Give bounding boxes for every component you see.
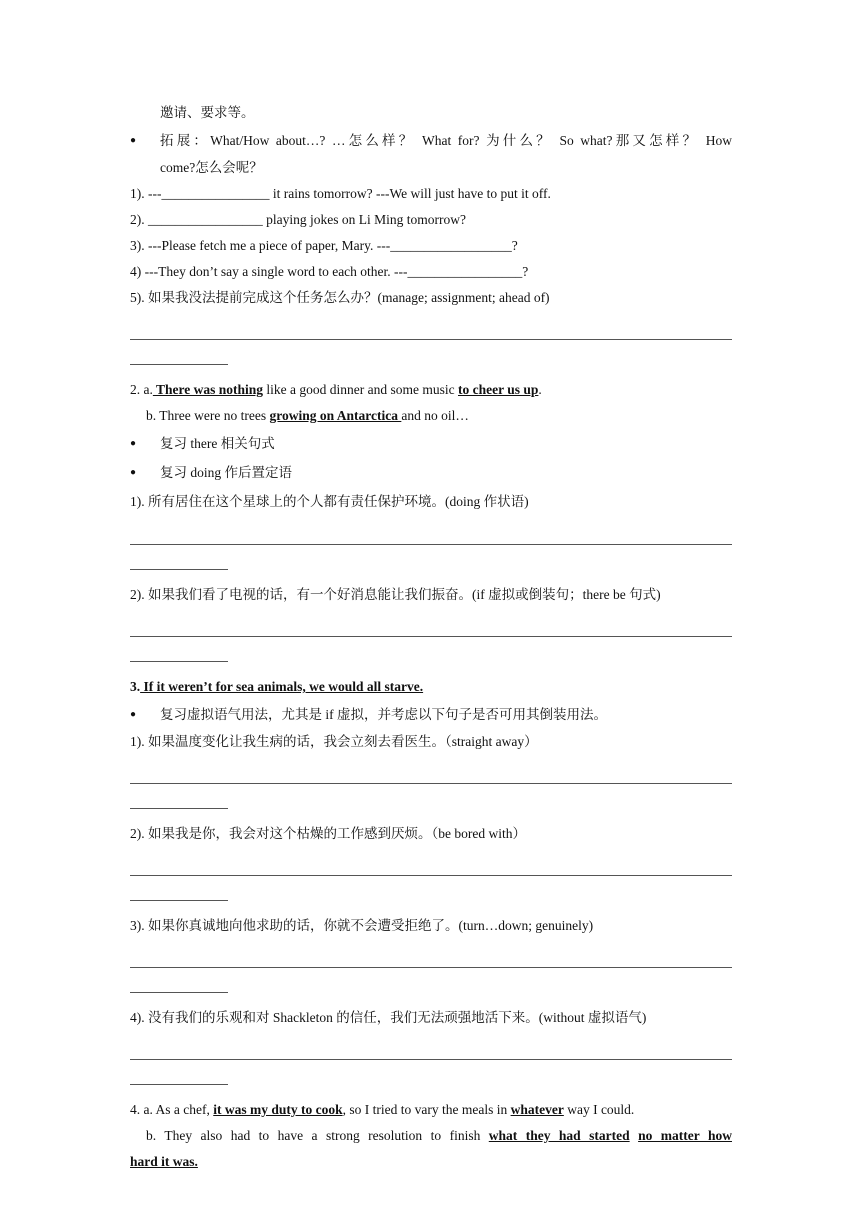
answer-line-short [130,1084,228,1085]
answer-line-short [130,569,228,570]
extension-bullet [130,126,732,155]
s4-b-line2-text: hard it was. [130,1154,198,1169]
s2-a-end: . [538,382,542,397]
extension-line-2: come?怎么会呢？ [160,160,263,175]
s3-q1: 1). 如果温度变化让我生病的话，我会立刻去看医生。（straight away） [130,734,538,749]
s3-bullet [130,700,732,729]
s2-b-end: and no oil… [401,408,469,423]
s4-b-underline-2: no matter how [638,1128,732,1143]
set1-q5: 5). 如果我没法提前完成这个任务怎么办？(manage; assignment; ahead of) [130,290,550,305]
extension-line-1: 拓展：What/How about…? …怎么样？ What for? 为什么？ So what?那又怎样？ How [160,133,732,148]
bullet-icon: ● [130,467,137,478]
set1-q2: 2). _________________ playing jokes on Li Ming tomorrow? [130,212,466,227]
bullet-icon: ● [130,438,137,449]
s3-q3: 3). 如果你真诚地向他求助的话，你就不会遭受拒绝了。(turn…down; genuinely) [130,918,594,933]
document-page [130,100,732,1175]
answer-line [130,636,732,637]
s3-bullet-text: 复习虚拟语气用法，尤其是 if 虚拟，并考虑以下句子是否可用其倒装用法。 [160,707,607,722]
s4-sentence-b-line2 [130,1149,732,1175]
answer-line-short [130,808,228,809]
answer-line-short [130,364,228,365]
s4-a-mid: , so I tried to vary the meals in [342,1102,511,1117]
s2-a-underline-2: to cheer us up [458,382,539,397]
answer-line [130,783,732,784]
s3-title [130,674,732,700]
answer-line-short [130,661,228,662]
s3-prefix: 3. [130,679,141,694]
s4-sentence-a [130,1097,732,1123]
s4-b-prefix: b. They also had to have a strong resolution to finish [146,1128,489,1143]
intro-tail: 邀请、要求等。 [160,105,255,120]
answer-line [130,544,732,545]
set1-q3: 3). ---Please fetch me a piece of paper, Mary. ---__________________? [130,238,518,253]
set1-q1: 1). ---________________ it rains tomorrow? ---We will just have to put it off. [130,186,551,201]
s4-b-underline-1: what they had started [488,1128,630,1143]
s2-bullet-1-text: 复习 there 相关句式 [160,436,275,451]
s2-a-underline-1: There was nothing [152,382,264,397]
s2-bullet-1 [130,429,732,458]
s4-a-prefix: 4. a. As a chef, [130,1102,214,1117]
s3-q4: 4). 没有我们的乐观和对 Shackleton 的信任，我们无法顽强地活下来。(without 虚拟语气) [130,1010,647,1025]
answer-line-short [130,992,228,993]
s2-sentence-b [130,403,732,429]
s4-sentence-b [130,1123,732,1149]
answer-line [130,967,732,968]
s2-bullet-2-text: 复习 doing 作后置定语 [160,465,293,480]
bullet-icon: ● [130,135,137,146]
s2-b-prefix: b. Three were no trees [146,408,270,423]
s3-title-text: If it weren’t for sea animals, we would all starve. [140,679,424,694]
s4-a-underline-1: it was my duty to cook [213,1102,343,1117]
s2-q2: 2). 如果我们看了电视的话，有一个好消息能让我们振奋。(if 虚拟或倒装句；there be 句式) [130,587,661,602]
s4-b-space [630,1128,638,1143]
s4-a-end: way I could. [563,1102,635,1117]
set1-q4: 4) ---They don’t say a single word to each other. ---_________________? [130,264,529,279]
s2-a-prefix: 2. a. [130,382,153,397]
s2-b-underline: growing on Antarctica [269,408,402,423]
s2-sentence-a [130,377,732,403]
s4-a-underline-2: whatever [510,1102,564,1117]
answer-line-short [130,900,228,901]
answer-line [130,339,732,340]
answer-line [130,1059,732,1060]
bullet-icon: ● [130,709,137,720]
s3-q2: 2). 如果我是你，我会对这个枯燥的工作感到厌烦。（be bored with） [130,826,526,841]
s2-a-mid: like a good dinner and some music [263,382,458,397]
s2-bullet-2 [130,458,732,487]
s2-q1: 1). 所有居住在这个星球上的个人都有责任保护环境。(doing 作状语) [130,494,529,509]
answer-line [130,875,732,876]
